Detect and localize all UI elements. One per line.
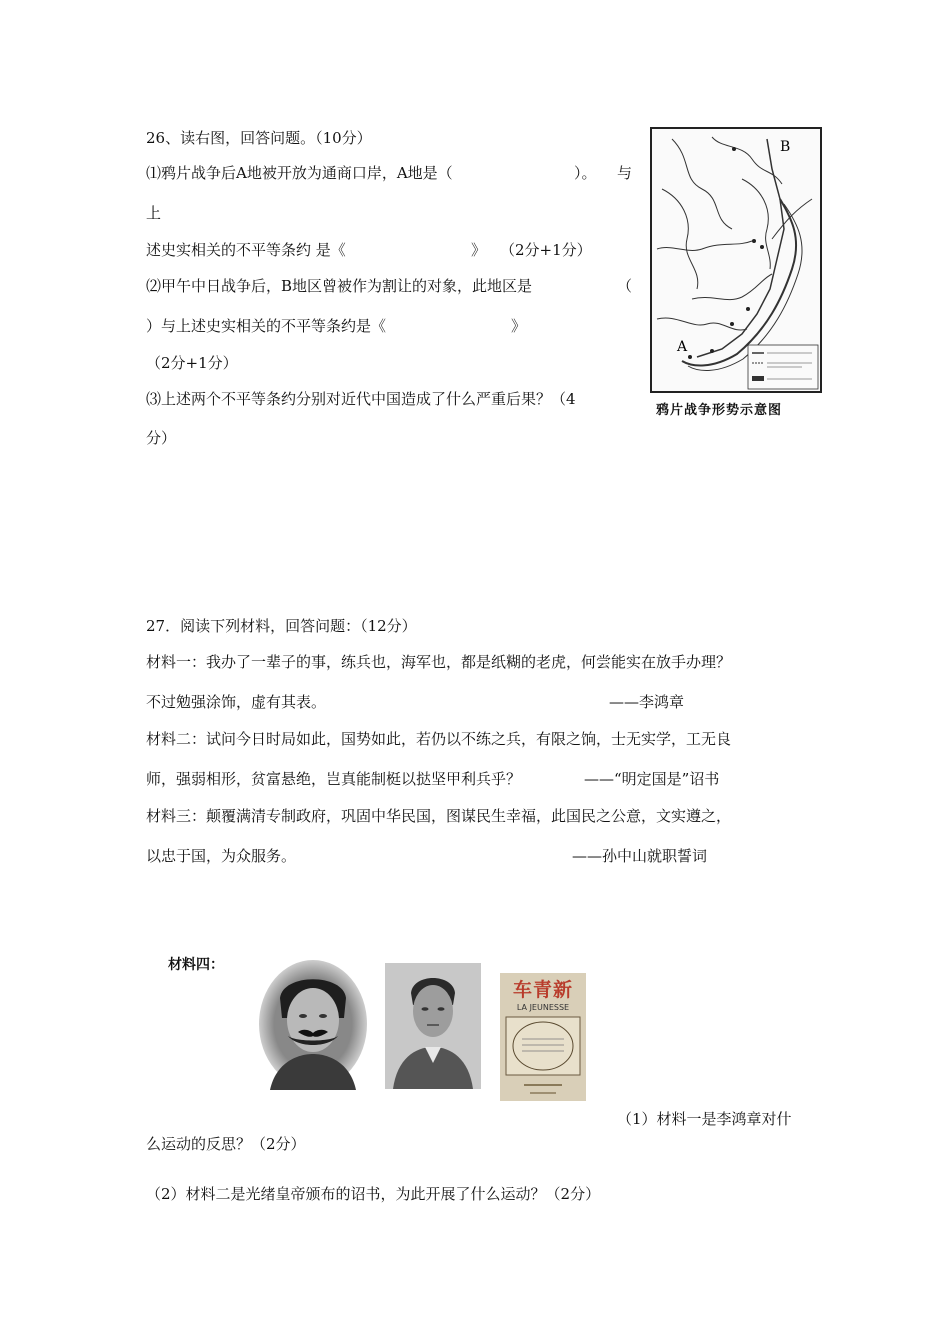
material-1-line2: 不过勉强涂饰，虚有其表。 [146,693,327,711]
material-1-source: ——李鸿章 [609,693,685,711]
q26-p3-line1: ⑶上述两个不平等条约分别对近代中国造成了什么严重后果？（4 [146,390,576,408]
magazine-subtitle: LA JEUNESSE [516,1003,570,1012]
q26-p1-line3a: 述史实相关的不平等条约 是《 [146,241,346,259]
material-3-line1: 材料三：颠覆满清专制政府，巩固中华民国，图谋民生幸福，此国民之公意，文实遵之， [146,807,732,825]
q26-p3-line2: 分） [146,429,177,447]
material-4-label: 材料四： [168,957,224,973]
material-3-line2: 以忠于国，为众服务。 [146,847,297,865]
map-drawing [652,129,820,391]
material-1-line1: 材料一：我办了一辈子的事，练兵也，海军也，都是纸糊的老虎，何尝能实在放手办理？ [146,653,732,671]
material-2-line2: 师，强弱相形，贫富悬绝，岂真能制梃以挞坚甲利兵乎？ [146,770,522,788]
q27-sub1-line1: （1）材料一是李鸿章对什 [617,1110,792,1128]
q26-p2-line2b: 》 [511,317,527,335]
map-legend [748,345,818,389]
q26-p1-line3b: 》 [471,241,487,259]
map-caption: 鸦片战争形势示意图 [656,403,783,418]
q26-p2-line2a: ）与上述史实相关的不平等条约是《 [146,317,387,335]
map-label-b: B [780,139,791,155]
q26-title: 26、读右图，回答问题。（10分） [146,129,372,147]
q27-title: 27．阅读下列材料，回答问题：（12分） [146,617,417,635]
map-label-a: A [677,339,688,355]
q26-p2-paren: （ [617,277,633,295]
q27-sub2: （2）材料二是光绪皇帝颁布的诏书，为此开展了什么运动？（2分） [146,1185,601,1203]
opium-war-map [650,127,822,393]
q26-p1-line2: 上 [146,204,162,222]
material-2-line1: 材料二：试问今日时局如此，国势如此，若仍以不练之兵，有限之饷，士无实学，工无良 [146,730,732,748]
material-3-source: ——孙中山就职誓词 [572,847,708,865]
q26-p2-line1: ⑵甲午中日战争后，B地区曾被作为割让的对象，此地区是 [146,277,533,295]
q26-p1-close: ）。 [574,164,597,182]
material-2-source: ——“明定国是”诏书 [584,770,720,788]
q26-p1-line1: ⑴鸦片战争后A地被开放为通商口岸，A地是（ [146,164,453,182]
portrait-chen-duxiu [385,963,481,1089]
q26-p1-tail: 与 [617,164,633,182]
q26-p2-line3: （2分+1分） [146,354,238,372]
new-youth-magazine-cover [500,973,586,1101]
magazine-title: 车青新 [512,979,573,1001]
magazine-ornament [500,973,586,1101]
q27-sub1-line2: 么运动的反思？（2分） [146,1135,306,1153]
portrait-li-hongzhang [258,958,368,1090]
q26-p1-line3c: （2分+1分） [500,241,592,259]
